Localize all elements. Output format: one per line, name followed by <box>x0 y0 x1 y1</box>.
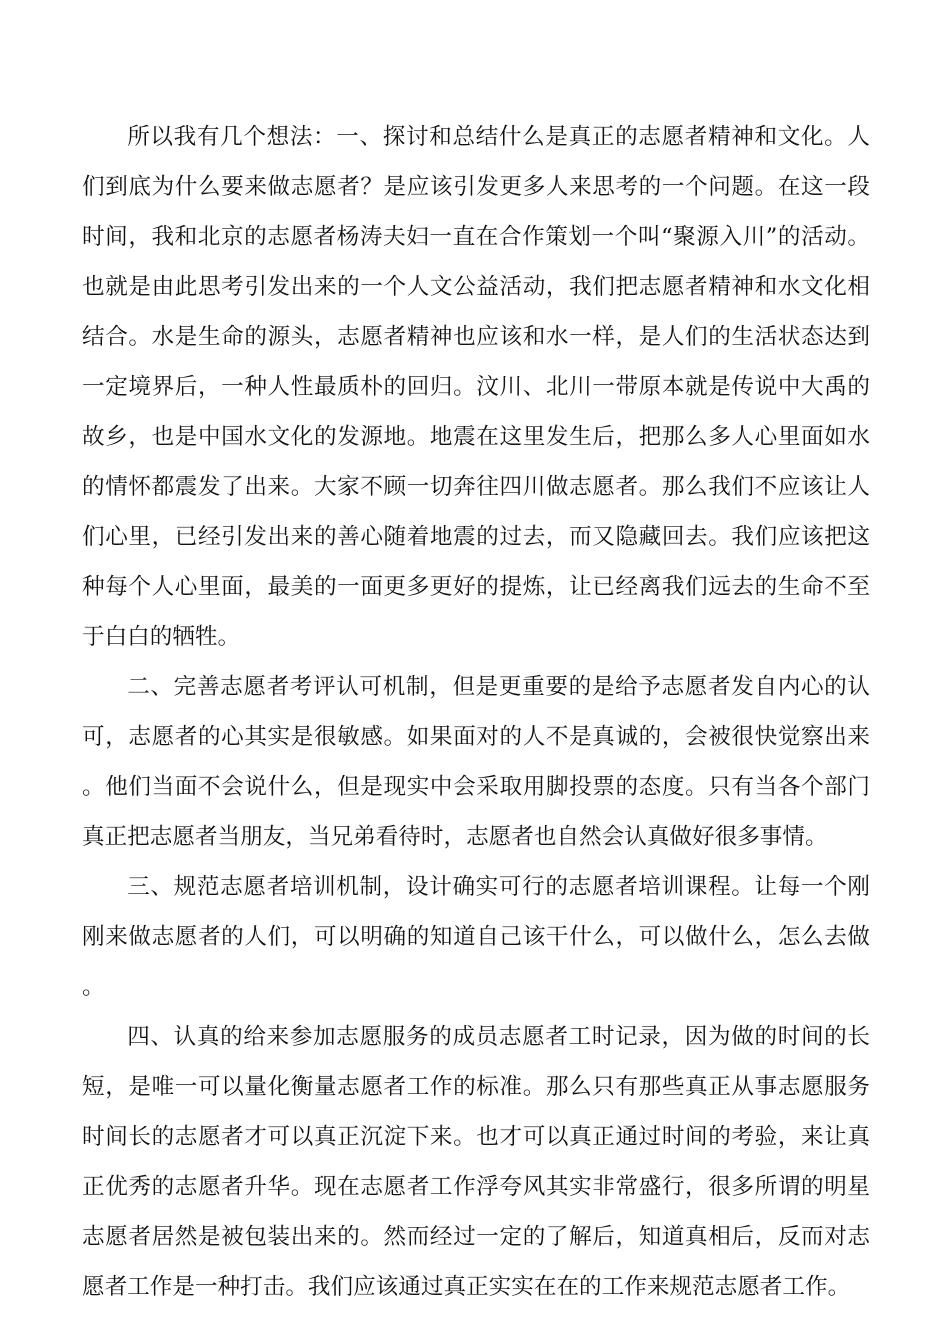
document-page <box>82 112 870 1312</box>
paragraph-evaluation-mechanism: 二、完善志愿者考评认可机制，但是更重要的是给予志愿者发自内心的认可，志愿者的心其实是很敏感。如果面对的人不是真诚的，会被很快觉察出来。他们当面不会说什么，但是现实中会采取用脚投票的态度。只有当各个部门真正把志愿者当朋友，当兄弟看待时，志愿者也自然会认真做好很多事情。 <box>82 674 870 850</box>
paragraph-volunteer-spirit: 所以我有几个想法：一、探讨和总结什么是真正的志愿者精神和文化。人们到底为什么要来做志愿者？是应该引发更多人来思考的一个问题。在这一段时间，我和北京的志愿者杨涛夫妇一直在合作策划一个叫“聚源入川”的活动。也就是由此思考引发出来的一个人文公益活动，我们把志愿者精神和水文化相结合。水是生命的源头，志愿者精神也应该和水一样，是人们的生活状态达到一定境界后，一种人性最质朴的回归。汶川、北川一带原本就是传说中大禹的故乡，也是中国水文化的发源地。地震在这里发生后，把那么多人心里面如水的情怀都震发了出来。大家不顾一切奔往四川做志愿者。那么我们不应该让人们心里，已经引发出来的善心随着地震的过去，而又隐藏回去。我们应该把这种每个人心里面，最美的一面更多更好的提炼，让已经离我们远去的生命不至于白白的牺牲。 <box>82 124 870 650</box>
paragraph-service-hours: 四、认真的给来参加志愿服务的成员志愿者工时记录，因为做的时间的长短，是唯一可以量化衡量志愿者工作的标准。那么只有那些真正从事志愿服务时间长的志愿者才可以真正沉淀下来。也才可以真正通过时间的考验，来让真正优秀的志愿者升华。现在志愿者工作浮夸风其实非常盛行，很多所谓的明星志愿者居然是被包装出来的。然而经过一定的了解后，知道真相后，反而对志愿者工作是一种打击。我们应该通过真正实实在在的工作来规范志愿者工作。 <box>82 1024 870 1300</box>
paragraph-training-mechanism: 三、规范志愿者培训机制，设计确实可行的志愿者培训课程。让每一个刚刚来做志愿者的人们，可以明确的知道自己该干什么，可以做什么，怎么去做。 <box>82 874 870 1000</box>
